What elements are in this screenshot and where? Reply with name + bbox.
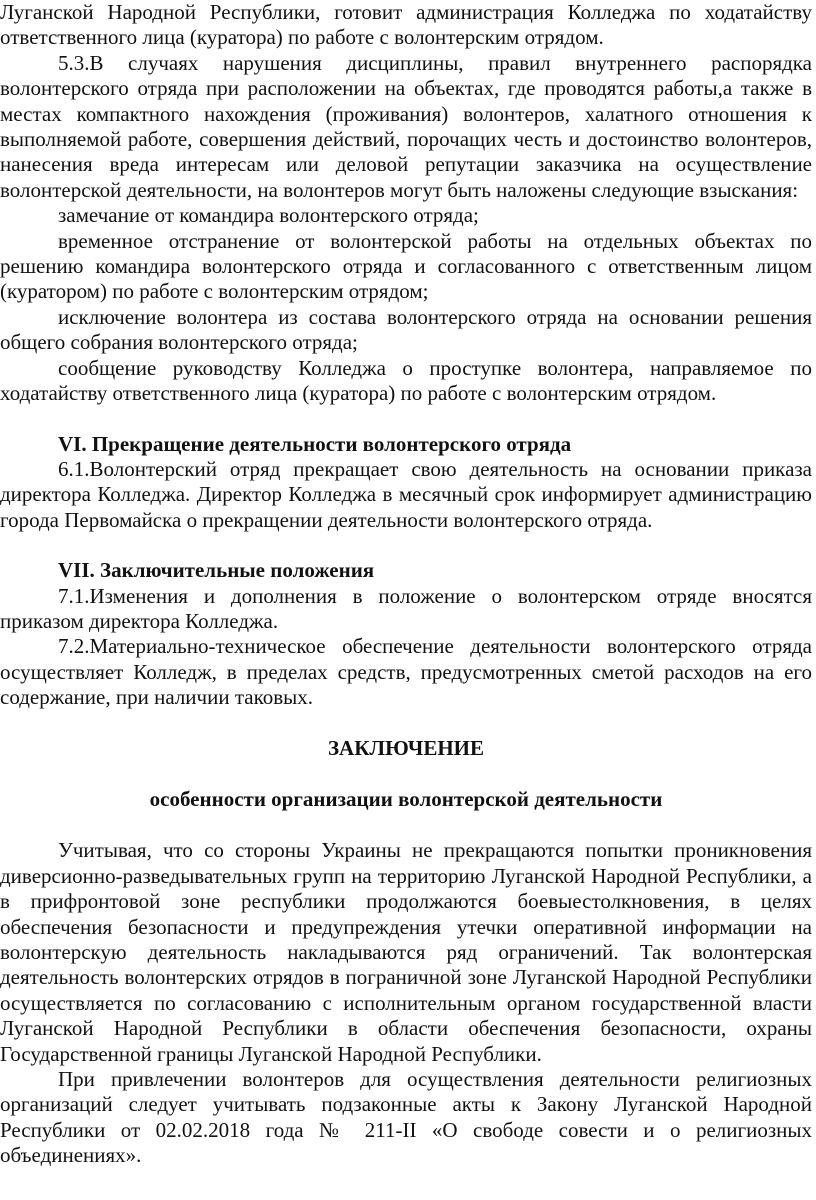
paragraph-7-2: 7.2.Материально-техническое обеспечение деятельности волонтерского отряда осуществляет Колледж, в пределах средств, предусмотренных сметой расходов на его содержание, при наличии таковых. [0, 634, 812, 710]
section-6-heading: VI. Прекращение деятельности волонтерского отряда [58, 431, 572, 456]
paragraph-6-1: 6.1.Волонтерский отряд прекращает свою деятельность на основании приказа директора Колледжа. Директор Колледжа в месячный срок информирует администрацию города Первомайска о прекращении деятельности волонтерского отряда. [0, 456, 812, 532]
conclusion-title: ЗАКЛЮЧЕНИЕ [327, 735, 485, 760]
penalty-item-report: сообщение руководству Колледжа о проступке волонтера, направляемое по ходатайству ответственного лица (куратора) по работе с волонтерским отрядом. [0, 355, 812, 406]
section-7-heading: VII. Заключительные положения [58, 558, 375, 583]
conclusion-paragraph-2: При привлечении волонтеров для осуществления деятельности религиозных организаций следует учитывать подзаконные акты к Закону Луганской Народной Республики от 02.02.2018 года № 211-II «О свободе совести и о религиозных объединениях». [0, 1067, 812, 1168]
spacer [0, 711, 812, 736]
penalty-item-suspension: временное отстранение от волонтерской работы на отдельных объектах по решению командира волонтерского отряда и согласованного с ответственным лицом (куратором) по работе с волонтерским отрядом; [0, 228, 812, 304]
penalty-item-exclusion: исключение волонтера из состава волонтерского отряда на основании решения общего собрания волонтерского отряда; [0, 304, 812, 355]
conclusion-subtitle: особенности организации волонтерской деятельности [149, 786, 663, 811]
paragraph-5-3: 5.3.В случаях нарушения дисциплины, правил внутреннего распорядка волонтерского отряда при расположении на объектах, где проводятся работы,а также в местах компактного нахождения (проживания) волонтеров, халатного отношения к выполняемой работе, совершения действий, порочащих честь и достоинство волонтеров, нанесения вреда интересам или деловой репутации заказчика на осуществление волонтерской деятельности, на волонтеров могут быть наложены следующие взыскания: [0, 50, 812, 202]
spacer [0, 533, 812, 558]
conclusion-paragraph-1: Учитывая, что со стороны Украины не прекращаются попытки проникновения диверсионно-разведывательных групп на территорию Луганской Народной Республики, а в прифронтовой зоне республики продолжаются боевыестолкновения, в целях обеспечения безопасности и предупреждения утечки оперативной информации на волонтерскую деятельность накладываются ряд ограничений. Так волонтерская деятельность волонтерских отрядов в пограничной зоне Луганской Народной Республики осуществляется по согласованию с исполнительным органом государственной власти Луганской Народной Республики в области обеспечения безопасности, охраны Государственной границы Луганской Народной Республики. [0, 838, 812, 1066]
spacer [0, 407, 812, 432]
spacer [0, 761, 812, 787]
penalty-item-remark: замечание от командира волонтерского отряда; [58, 203, 479, 228]
paragraph-7-1: 7.1.Изменения и дополнения в положение о волонтерском отряде вносятся приказом директора Колледжа. [0, 583, 812, 633]
paragraph-continuation: Луганской Народной Республики, готовит администрация Колледжа по ходатайству ответственного лица (куратора) по работе с волонтерским отрядом. [0, 0, 812, 50]
spacer [0, 812, 812, 838]
